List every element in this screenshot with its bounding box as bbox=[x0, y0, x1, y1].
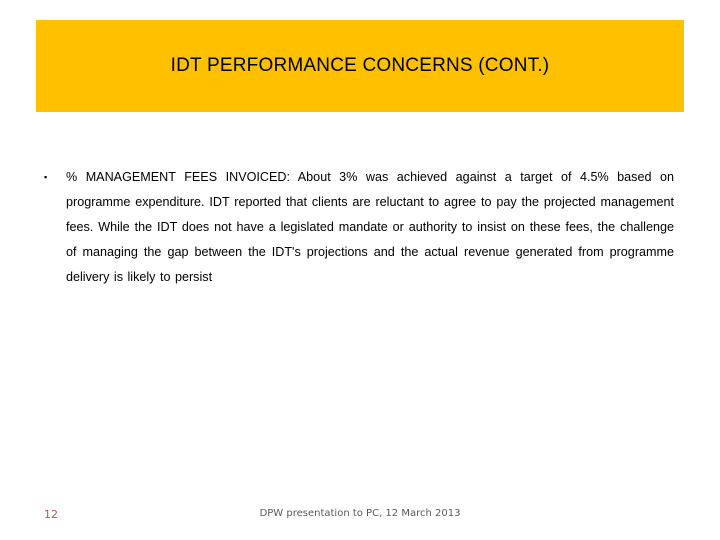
slide-footer: DPW presentation to PC, 12 March 2013 bbox=[259, 508, 461, 519]
slide-title: IDT PERFORMANCE CONCERNS (CONT.) bbox=[170, 55, 550, 76]
bullet-item bbox=[44, 165, 674, 290]
bullet-text: % MANAGEMENT FEES INVOICED: About 3% was achieved against a target of 4.5% based on programme expenditure. IDT reported that clients are reluctant to agree to pay the projected management fees. While the IDT does not have a legislated mandate or authority to insist on these fees, the challenge of managing the gap between the IDT's projections and the actual revenue generated from programme delivery is likely to persist bbox=[66, 170, 674, 284]
square-bullet-icon: ▪ bbox=[44, 172, 48, 182]
title-bar bbox=[36, 20, 684, 112]
slide-page-number: 12 bbox=[44, 508, 58, 521]
